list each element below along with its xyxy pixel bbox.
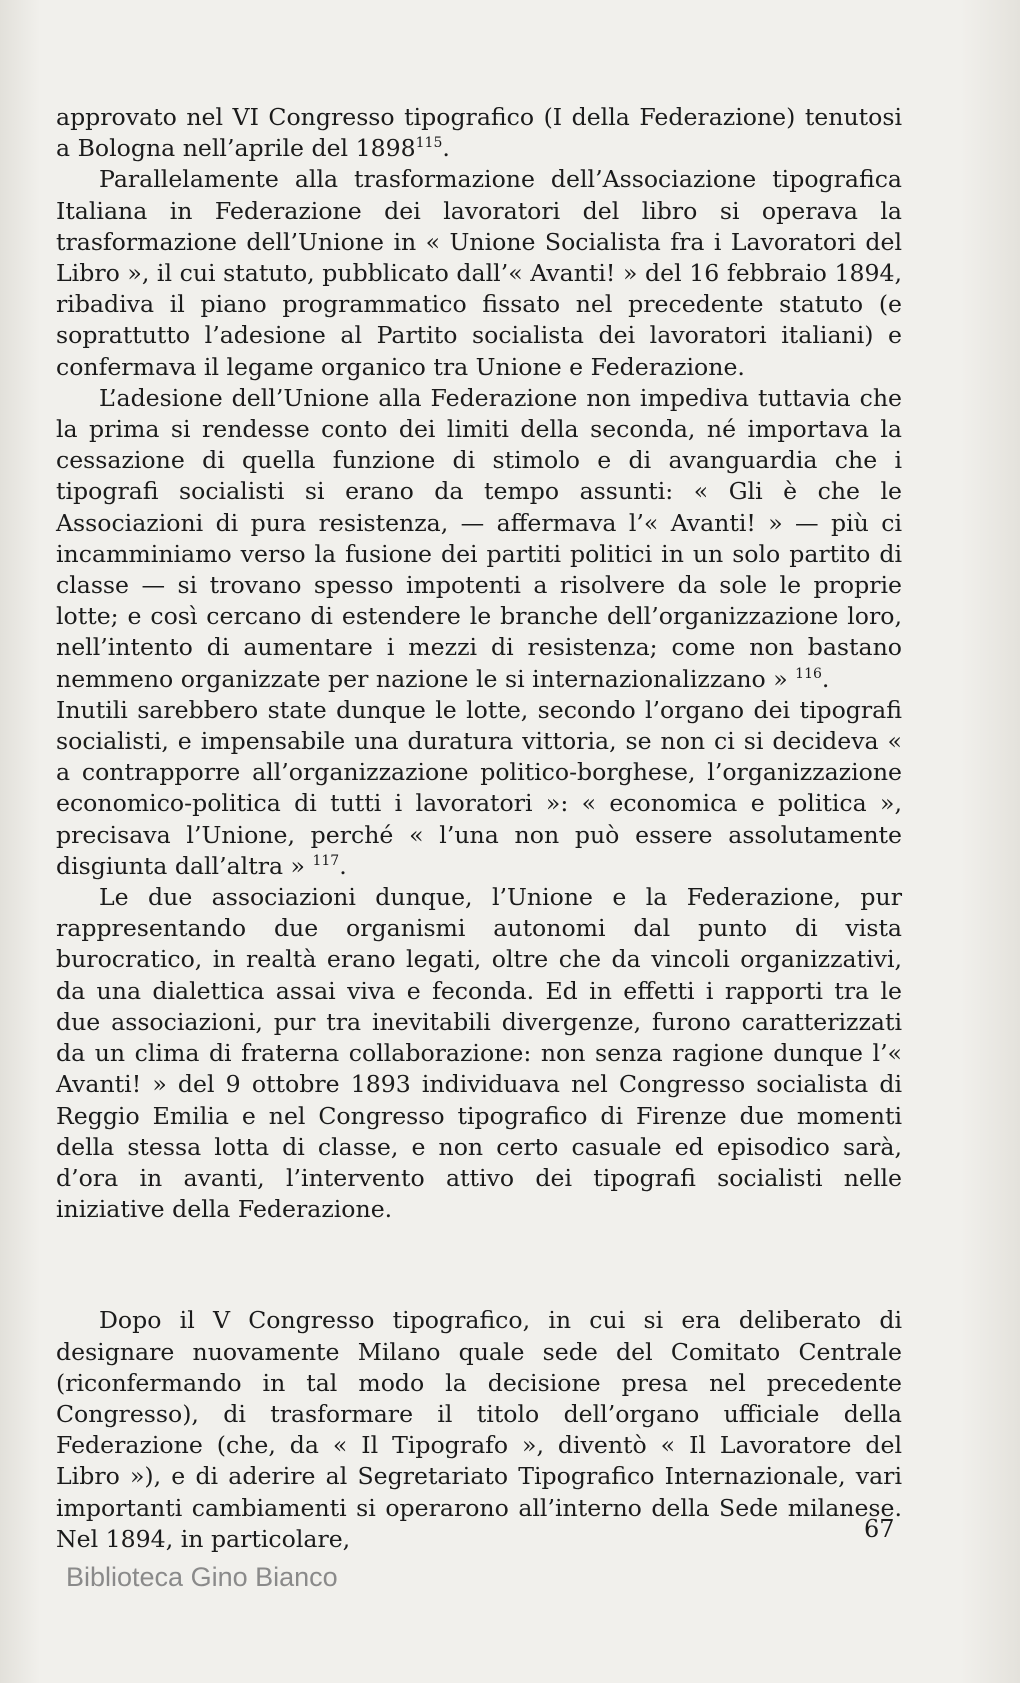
library-watermark: Biblioteca Gino Bianco — [66, 1562, 338, 1592]
paragraph-5: Le due associazioni dunque, l’Unione e la Federazione, pur rappresentando due organismi autonomi dal punto di vista burocratico, in realtà erano legati, oltre che da vincoli organizzativi, da una dialettica assai viva e feconda. Ed in effetti i rapporti tra le due associazioni, pur tra inevitabili divergenze, furono caratterizzati da un clima di fraterna collaborazione: non senza ragione dunque l’« Avanti! » del 9 ottobre 1893 individuava nel Congresso socialista di Reggio Emilia e nel Congresso tipografico di Firenze due momenti della stessa lotta di classe, e non certo casuale ed episodico sarà, d’ora in avanti, l’intervento attivo dei tipografi socialisti nelle iniziative della Federazione. — [56, 883, 902, 1224]
footnote-ref-116[interactable]: 116 — [795, 665, 822, 682]
footnote-ref-117[interactable]: 117 — [312, 852, 340, 869]
body-text — [56, 102, 902, 1555]
paragraph-4: Inutili sarebbero state dunque le lotte, secondo l’organo dei tipografi socialisti, e impensabile una duratura vittoria, se non ci si decideva « a contrapporre all’organizzazione politico-borghese, l’organizzazione economico-politica di tutti i lavoratori »: « economica e politica », precisava l’Unione, perché « l’una non può essere assolutamente disgiunta dall’altra » $^{117}$. — [56, 695, 902, 880]
paragraph-1: approvato nel VI Congresso tipografico (I della Federazione) tenutosi a Bologna nell’aprile del 1898$^{115}$. — [56, 103, 902, 163]
page-number: 67 — [864, 1515, 895, 1543]
footnote-ref-115[interactable]: 115 — [415, 135, 443, 152]
paragraph-6: Dopo il V Congresso tipografico, in cui si era deliberato di designare nuovamente Milano quale sede del Comitato Centrale (riconfermando in tal modo la decisione presa nel precedente Congresso), di trasformare il titolo dell’organo ufficiale della Federazione (che, da « Il Tipografo », diventò « Il Lavoratore del Libro »), e di aderire al Segretariato Tipografico Internazionale, vari importanti cambiamenti si operarono all’interno della Sede milanese. Nel 1894, in particolare, — [56, 1306, 902, 1553]
paragraph-3: L’adesione dell’Unione alla Federazione non impediva tuttavia che la prima si rendesse conto dei limiti della seconda, né importava la cessazione di quella funzione di stimolo e di avanguardia che i tipografi socialisti si erano da tempo assunti: « Gli è che le Associazioni di pura resistenza, — affermava l’« Avanti! » — più ci incamminiamo verso la fusione dei partiti politici in un solo partito di classe — si trovano spesso impotenti a risolvere da sole le proprie lotte; e così cercano di estendere le branche dell’organizzazione loro, nell’intento di aumentare i mezzi di resistenza; come non bastano nemmeno organizzate per nazione le si internazionalizzano » $^{116}$. — [56, 383, 902, 693]
section-break — [56, 1225, 902, 1305]
paragraph-2: Parallelamente alla trasformazione dell’Associazione tipografica Italiana in Federazione dei lavoratori del libro si operava la trasformazione dell’Unione in « Unione Socialista fra i Lavoratori del Libro », il cui statuto, pubblicato dall’« Avanti! » del 16 febbraio 1894, ribadiva il piano programmatico fissato nel precedente statuto (e soprattutto l’adesione al Partito socialista dei lavoratori italiani) e confermava il legame organico tra Unione e Federazione. — [56, 165, 902, 381]
